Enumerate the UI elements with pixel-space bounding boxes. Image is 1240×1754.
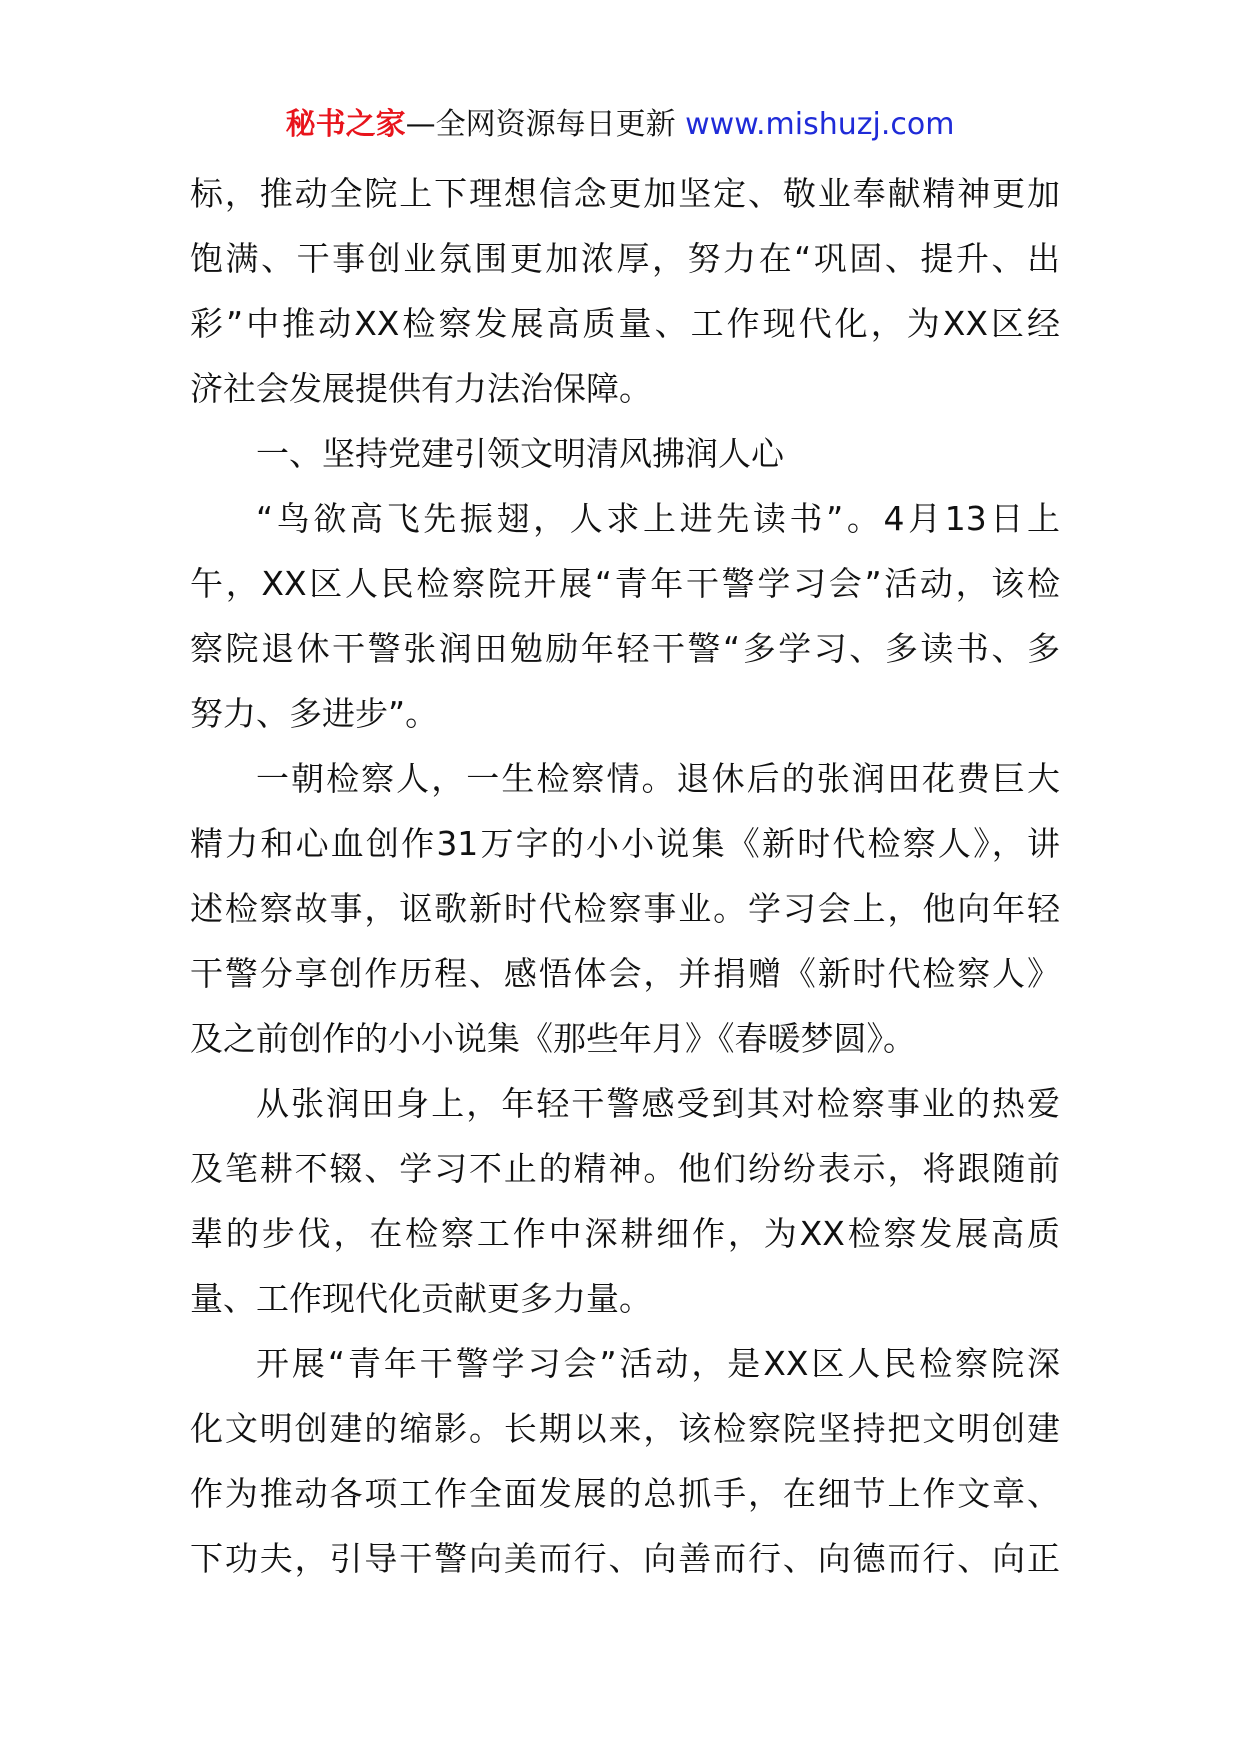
- text-line: 及之前创作的小小说集《那些年月》《春暖梦圆》。: [190, 1019, 916, 1058]
- paragraph: [190, 1331, 1060, 1591]
- site-brand: 秘书之家: [285, 107, 406, 142]
- text-line: 辈的步伐，在检察工作中深耕细作，为XX检察发展高质: [190, 1214, 1060, 1253]
- text-line: 彩”中推动XX检察发展高质量、工作现代化，为XX区经: [190, 304, 1060, 343]
- text-line: 作为推动各项工作全面发展的总抓手，在细节上作文章、: [190, 1474, 1060, 1513]
- text-line: 化文明创建的缩影。长期以来，该检察院坚持把文明创建: [190, 1409, 1060, 1448]
- text-line: 济社会发展提供有力法治保障。: [190, 369, 652, 408]
- document-body: [190, 161, 1060, 1591]
- text-line: 标，推动全院上下理想信念更加坚定、敬业奉献精神更加: [190, 174, 1060, 213]
- text-line: 开展“青年干警学习会”活动，是XX区人民检察院深: [256, 1344, 1060, 1383]
- text-line: 下功夫，引导干警向美而行、向善而行、向德而行、向正: [190, 1539, 1060, 1578]
- site-slogan: —全网资源每日更新: [405, 107, 676, 142]
- text-line: 饱满、干事创业氛围更加浓厚，努力在“巩固、提升、出: [190, 239, 1060, 278]
- heading-text: 一、坚持党建引领文明清风拂润人心: [256, 434, 784, 473]
- text-line: 努力、多进步”。: [190, 694, 439, 733]
- paragraph: [190, 1071, 1060, 1331]
- text-line: 述检察故事，讴歌新时代检察事业。学习会上，他向年轻: [190, 889, 1060, 928]
- text-line: 精力和心血创作31万字的小小说集《新时代检察人》，讲: [190, 824, 1060, 863]
- text-line: 午，XX区人民检察院开展“青年干警学习会”活动，该检: [190, 564, 1060, 603]
- text-line: 一朝检察人，一生检察情。退休后的张润田花费巨大: [256, 759, 1060, 798]
- page-header: [0, 100, 1240, 150]
- section-heading: [190, 421, 1060, 486]
- text-line: 及笔耕不辍、学习不止的精神。他们纷纷表示，将跟随前: [190, 1149, 1060, 1188]
- text-line: 量、工作现代化贡献更多力量。: [190, 1279, 652, 1318]
- text-line: “鸟欲高飞先振翅，人求上进先读书”。4月13日上: [256, 499, 1060, 538]
- paragraph: [190, 486, 1060, 746]
- paragraph: [190, 746, 1060, 1071]
- text-line: 干警分享创作历程、感悟体会，并捐赠《新时代检察人》: [190, 954, 1060, 993]
- paragraph: [190, 161, 1060, 421]
- text-line: 察院退休干警张润田勉励年轻干警“多学习、多读书、多: [190, 629, 1060, 668]
- text-line: 从张润田身上，年轻干警感受到其对检察事业的热爱: [256, 1084, 1060, 1123]
- site-url[interactable]: www.mishuzj.com: [685, 107, 955, 142]
